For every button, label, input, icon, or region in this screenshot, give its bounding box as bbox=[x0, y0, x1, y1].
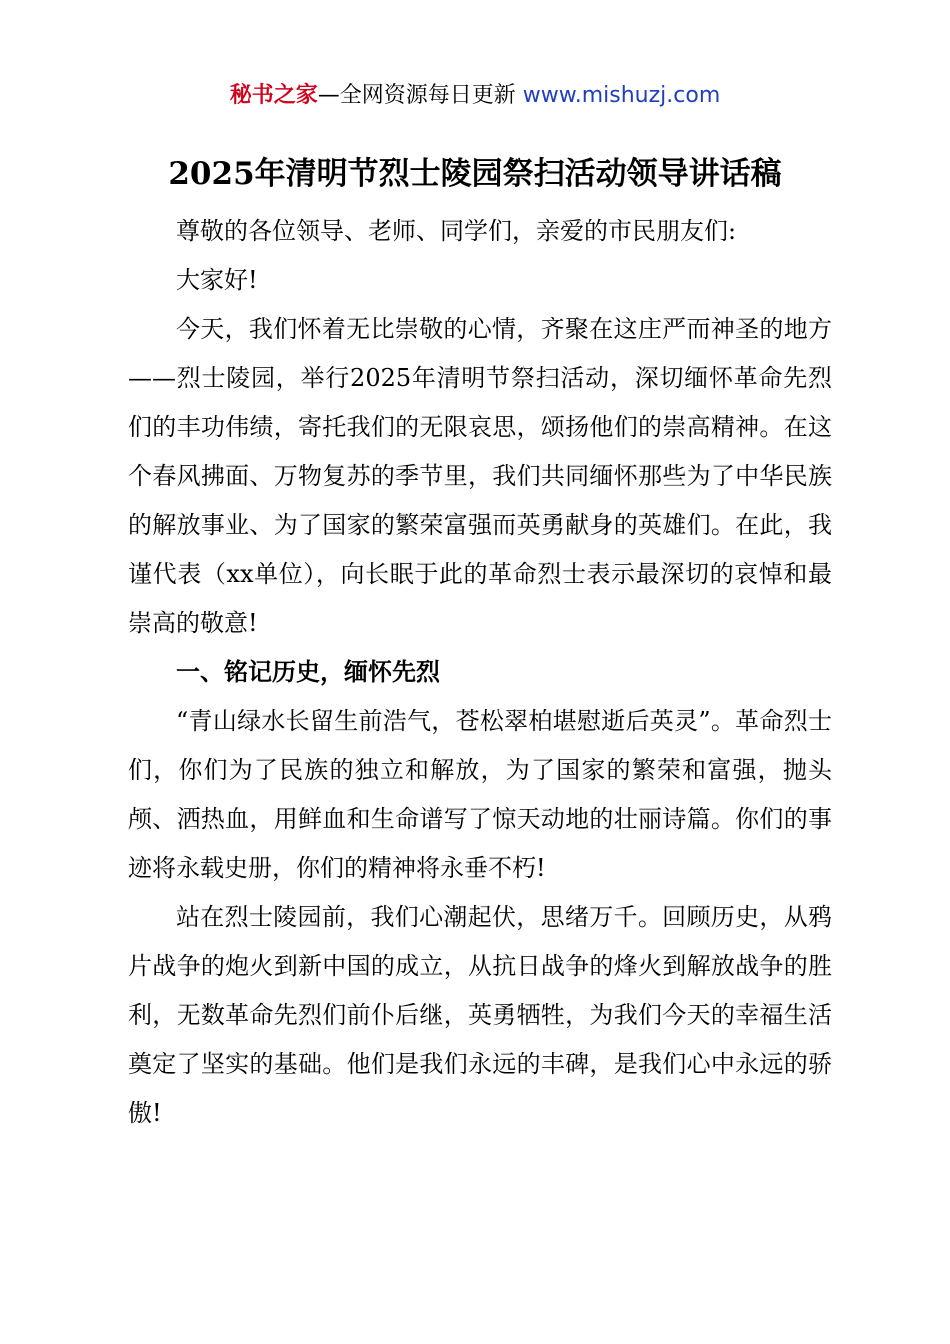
site-brand: 秘书之家 bbox=[229, 83, 318, 108]
salutation: 尊敬的各位领导、老师、同学们，亲爱的市民朋友们: bbox=[176, 217, 737, 245]
document-title: 2025年清明节烈士陵园祭扫活动领导讲话稿 bbox=[168, 156, 782, 192]
greeting: 大家好! bbox=[176, 266, 258, 294]
body-paragraph: “青山绿水长留生前浩气，苍松翠柏堪慰逝后英灵”。革命烈士们，你们为了民族的独立和解放，为了国家的繁荣和富强，抛头颅、洒热血，用鲜血和生命谱写了惊天动地的壮丽诗篇。你们的事迹将永载史册，你们的精神将永垂不朽! bbox=[128, 707, 832, 882]
body-paragraph: 站在烈士陵园前，我们心潮起伏，思绪万千。回顾历史，从鸦片战争的炮火到新中国的成立，从抗日战争的烽火到解放战争的胜利，无数革命先烈们前仆后继，英勇牺牲，为我们今天的幸福生活奠定了坚实的基础。他们是我们永远的丰碑，是我们心中永远的骄傲! bbox=[128, 903, 832, 1127]
section-heading: 一、铭记历史，缅怀先烈 bbox=[176, 658, 440, 686]
site-header bbox=[0, 80, 950, 112]
body-paragraph: 今天，我们怀着无比崇敬的心情，齐聚在这庄严而神圣的地方——烈士陵园，举行2025年清明节祭扫活动，深切缅怀革命先烈们的丰功伟绩，寄托我们的无限哀思，颂扬他们的崇高精神。在这个春风拂面、万物复苏的季节里，我们共同缅怀那些为了中华民族的解放事业、为了国家的繁荣富强而英勇献身的英雄们。在此，我谨代表（xx单位），向长眠于此的革命烈士表示最深切的哀悼和最崇高的敬意! bbox=[128, 315, 832, 637]
document-body bbox=[128, 207, 832, 1138]
site-tagline: —全网资源每日更新 bbox=[317, 83, 516, 108]
site-url-link[interactable]: www.mishuzj.com bbox=[522, 83, 721, 108]
